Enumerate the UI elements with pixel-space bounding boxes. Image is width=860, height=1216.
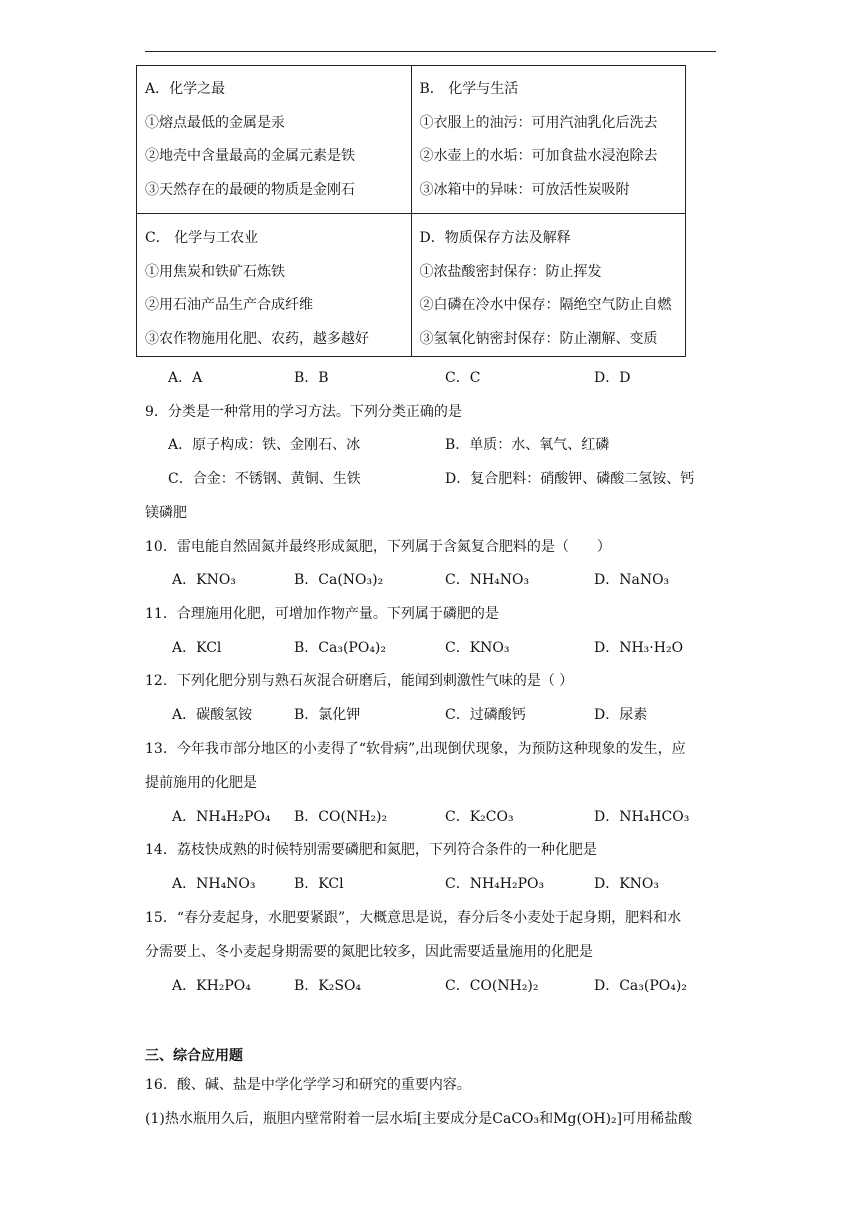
cell-title: D．物质保存方法及解释 [419, 230, 571, 246]
q10-option-a[interactable]: A．KNO₃ [172, 572, 236, 588]
cell-title: A．化学之最 [145, 81, 226, 97]
cell-item: ③农作物施用化肥、农药，越多越好 [145, 330, 369, 347]
q13-option-c[interactable]: C．K₂CO₃ [445, 809, 514, 825]
q10-stem: 10．雷电能自然固氮并最终形成氮肥，下列属于含氮复合肥料的是（ ） [145, 539, 611, 555]
q13-stem-continued: 提前施用的化肥是 [145, 775, 257, 791]
q9-option-a[interactable]: A．原子构成：铁、金刚石、冰 [168, 437, 361, 453]
cell-item: ②白磷在冷水中保存：隔绝空气防止自燃 [419, 297, 672, 313]
q9-option-d-continued: 镁磷肥 [145, 505, 187, 521]
q12-stem: 12．下列化肥分别与熟石灰混合研磨后，能闻到刺激性气味的是（ ） [145, 673, 574, 689]
q14-option-b[interactable]: B．KCl [294, 876, 344, 892]
cell-item: ①用焦炭和铁矿石炼铁 [145, 263, 285, 280]
q8-option-b[interactable]: B．B [294, 370, 329, 386]
q15-stem-continued: 分需要上、冬小麦起身期需要的氮肥比较多，因此需要适量施用的化肥是 [145, 944, 593, 960]
q9-option-b[interactable]: B．单质：水、氧气、红磷 [445, 437, 610, 453]
q14-option-c[interactable]: C．NH₄H₂PO₃ [445, 876, 545, 892]
q13-option-b[interactable]: B．CO(NH₂)₂ [294, 809, 388, 825]
q8-option-a[interactable]: A．A [168, 370, 203, 386]
table-cell-c [137, 214, 412, 357]
cell-title: B． 化学与生活 [419, 81, 519, 97]
section-heading: 三、综合应用题 [145, 1048, 243, 1064]
q11-option-d[interactable]: D．NH₃·H₂O [594, 640, 684, 656]
q11-option-b[interactable]: B．Ca₃(PO₄)₂ [294, 640, 387, 656]
q12-option-a[interactable]: A．碳酸氢铵 [172, 707, 253, 723]
header-rule [145, 51, 716, 52]
q12-option-d[interactable]: D．尿素 [594, 707, 648, 723]
q16-stem: 16．酸、碱、盐是中学化学学习和研究的重要内容。 [145, 1077, 471, 1093]
cell-item: ②地壳中含量最高的金属元素是铁 [145, 148, 355, 164]
q10-option-d[interactable]: D．NaNO₃ [594, 572, 670, 588]
q8-option-d[interactable]: D．D [594, 370, 631, 386]
table-cell-d [411, 214, 686, 357]
q13-option-d[interactable]: D．NH₄HCO₃ [594, 809, 690, 825]
q8-option-c[interactable]: C．C [445, 370, 481, 386]
cell-item: ③冰箱中的异味：可放活性炭吸附 [419, 181, 630, 198]
q13-stem: 13．今年我市部分地区的小麦得了“软骨病”,出现倒伏现象，为预防这种现象的发生，应 [145, 741, 686, 757]
cell-item: ③氢氧化钠密封保存：防止潮解、变质 [419, 330, 658, 347]
options-table [136, 65, 686, 357]
q11-option-a[interactable]: A．KCl [172, 640, 222, 656]
q9-option-d[interactable]: D．复合肥料：硝酸钾、磷酸二氢铵、钙 [445, 471, 695, 487]
q12-option-c[interactable]: C．过磷酸钙 [445, 707, 526, 723]
q9-stem: 9．分类是一种常用的学习方法。下列分类正确的是 [145, 404, 462, 420]
cell-title: C． 化学与工农业 [145, 230, 259, 246]
q10-option-c[interactable]: C．NH₄NO₃ [445, 572, 530, 588]
cell-item: ①熔点最低的金属是汞 [145, 114, 285, 131]
q16-part-1: (1)热水瓶用久后，瓶胆内壁常附着一层水垢[主要成分是CaCO₃和Mg(OH)₂]可用稀盐酸 [145, 1111, 693, 1127]
q14-option-a[interactable]: A．NH₄NO₃ [172, 876, 256, 892]
q15-stem: 15．“春分麦起身，水肥要紧跟”，大概意思是说，春分后冬小麦处于起身期，肥料和水 [145, 910, 682, 926]
q15-option-d[interactable]: D．Ca₃(PO₄)₂ [594, 978, 687, 994]
cell-item: ②水壶上的水垢：可加食盐水浸泡除去 [419, 148, 658, 164]
q15-option-c[interactable]: C．CO(NH₂)₂ [445, 978, 539, 994]
q10-option-b[interactable]: B．Ca(NO₃)₂ [294, 572, 384, 588]
q14-option-d[interactable]: D．KNO₃ [594, 876, 660, 892]
q11-option-c[interactable]: C．KNO₃ [445, 640, 510, 656]
q11-stem: 11．合理施用化肥，可增加作物产量。下列属于磷肥的是 [145, 606, 499, 622]
cell-item: ③天然存在的最硬的物质是金刚石 [145, 181, 355, 198]
q15-option-b[interactable]: B．K₂SO₄ [294, 978, 362, 994]
q15-option-a[interactable]: A．KH₂PO₄ [172, 978, 251, 994]
cell-item: ①浓盐酸密封保存：防止挥发 [419, 263, 602, 280]
q14-stem: 14．荔枝快成熟的时候特别需要磷肥和氮肥，下列符合条件的一种化肥是 [145, 842, 597, 858]
table-cell-a [137, 66, 412, 214]
q13-option-a[interactable]: A．NH₄H₂PO₄ [172, 809, 271, 825]
q12-option-b[interactable]: B．氯化钾 [294, 707, 361, 723]
table-cell-b [411, 66, 686, 214]
cell-item: ②用石油产品生产合成纤维 [145, 297, 313, 313]
cell-item: ①衣服上的油污：可用汽油乳化后洗去 [419, 114, 658, 131]
q9-option-c[interactable]: C．合金：不锈钢、黄铜、生铁 [168, 471, 361, 487]
